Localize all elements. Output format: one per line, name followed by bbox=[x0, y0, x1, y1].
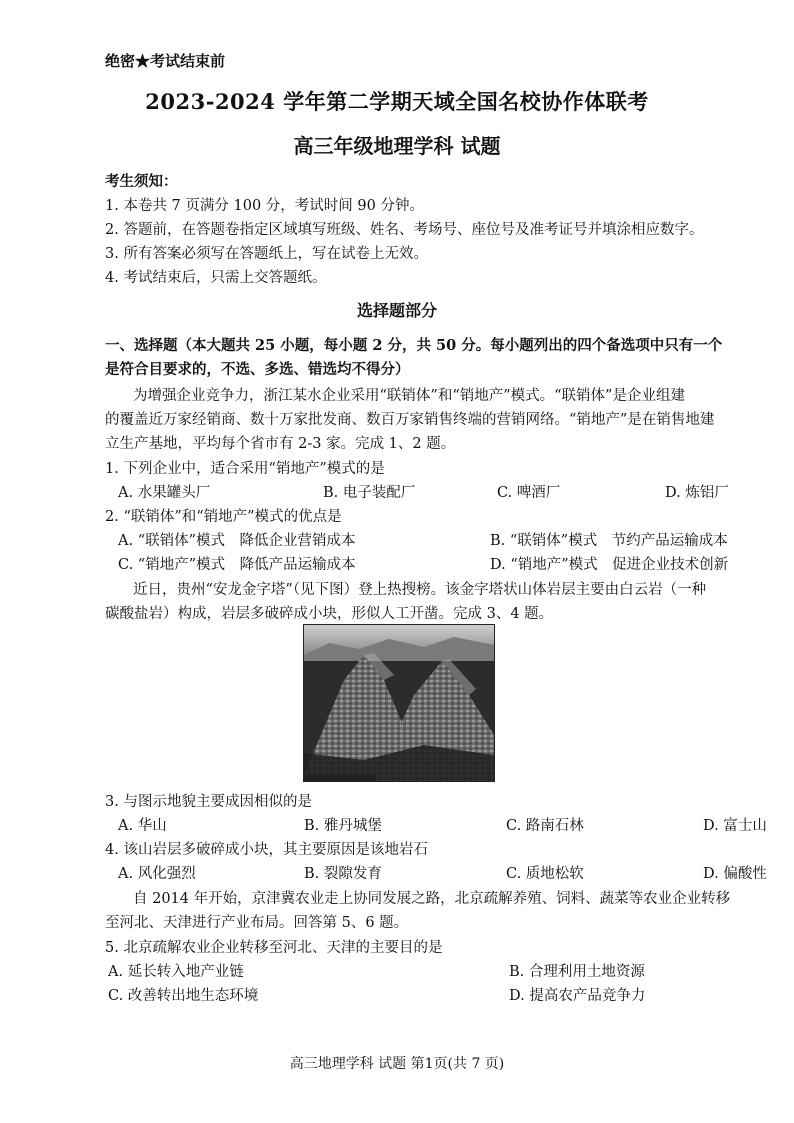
q3-option-b: B. 雅丹城堡 bbox=[304, 818, 382, 834]
q5-option-a: A. 延长转入地产业链 bbox=[108, 964, 244, 980]
q2-option-a: A. “联销体”模式 降低企业营销成本 bbox=[118, 533, 356, 549]
q2-option-c: C. “销地产”模式 降低产品运输成本 bbox=[118, 557, 356, 573]
q3-option-c: C. 路南石林 bbox=[506, 818, 584, 834]
secret-label: 绝密★考试结束前 bbox=[105, 52, 226, 70]
passage-line: 为增强企业竞争力，浙江某水企业采用“联销体”和“销地产”模式。“联销体”是企业组建 bbox=[133, 388, 685, 404]
q1-option-a: A. 水果罐头厂 bbox=[118, 485, 211, 501]
question-2-stem: 2. “联销体”和“销地产”模式的优点是 bbox=[105, 509, 342, 525]
passage-line: 近日，贵州“安龙金字塔”（见下图）登上热搜榜。该金字塔状山体岩层主要由白云岩（一种 bbox=[133, 582, 707, 598]
notes-heading: 考生须知： bbox=[105, 173, 178, 190]
q4-option-c: C. 质地松软 bbox=[506, 866, 584, 882]
q1-option-d: D. 炼铝厂 bbox=[665, 485, 729, 501]
q3-option-d: D. 富士山 bbox=[703, 818, 767, 834]
passage-line: 的覆盖近万家经销商、数十万家批发商、数百万家销售终端的营销网络。“销地产”是在销售地建 bbox=[105, 412, 715, 428]
question-1-stem: 1. 下列企业中，适合采用“销地产”模式的是 bbox=[105, 461, 385, 477]
q4-option-d: D. 偏酸性 bbox=[703, 866, 767, 882]
q4-option-b: B. 裂隙发育 bbox=[304, 866, 382, 882]
q5-option-c: C. 改善转出地生态环境 bbox=[108, 988, 259, 1004]
note-item: 1. 本卷共 7 页满分 100 分，考试时间 90 分钟。 bbox=[105, 198, 424, 214]
exam-subtitle: 高三年级地理学科 试题 bbox=[293, 134, 501, 158]
exam-title: 2023-2024 学年第二学期天域全国名校协作体联考 bbox=[145, 89, 649, 114]
q2-option-b: B. “联销体”模式 节约产品运输成本 bbox=[490, 533, 728, 549]
page-footer: 高三地理学科 试题 第1页(共 7 页) bbox=[289, 1056, 505, 1072]
note-item: 2. 答题前，在答题卷指定区域填写班级、姓名、考场号、座位号及准考证号并填涂相应数字。 bbox=[105, 222, 704, 238]
q1-option-b: B. 电子装配厂 bbox=[323, 485, 416, 501]
section-instruction: 是符合目要求的，不选、多选、错选均不得分） bbox=[105, 361, 410, 378]
passage-line: 碳酸盐岩）构成，岩层多破碎成小块，形似人工开凿。完成 3、4 题。 bbox=[105, 606, 554, 622]
q1-option-c: C. 啤酒厂 bbox=[497, 485, 561, 501]
q3-option-a: A. 华山 bbox=[118, 818, 167, 834]
q5-option-b: B. 合理利用土地资源 bbox=[509, 964, 645, 980]
pyramid-mountain-photo bbox=[303, 624, 495, 782]
note-item: 3. 所有答案必须写在答题纸上，写在试卷上无效。 bbox=[105, 246, 428, 262]
passage-line: 至河北、天津进行产业布局。回答第 5、6 题。 bbox=[105, 915, 409, 931]
q4-option-a: A. 风化强烈 bbox=[118, 866, 196, 882]
note-item: 4. 考试结束后，只需上交答题纸。 bbox=[105, 270, 327, 286]
q5-option-d: D. 提高农产品竞争力 bbox=[509, 988, 646, 1004]
section-title: 选择题部分 bbox=[356, 301, 437, 320]
question-3-stem: 3. 与图示地貌主要成因相似的是 bbox=[105, 794, 312, 810]
q2-option-d: D. “销地产”模式 促进企业技术创新 bbox=[490, 557, 729, 573]
question-5-stem: 5. 北京疏解农业企业转移至河北、天津的主要目的是 bbox=[105, 940, 443, 956]
passage-line: 立生产基地，平均每个省市有 2-3 家。完成 1、2 题。 bbox=[105, 436, 456, 452]
section-instruction: 一、选择题（本大题共 25 小题，每小题 2 分，共 50 分。每小题列出的四个备选项中只有一个 bbox=[105, 337, 723, 354]
question-4-stem: 4. 该山岩层多破碎成小块，其主要原因是该地岩石 bbox=[105, 842, 428, 858]
passage-line: 自 2014 年开始，京津冀农业走上协同发展之路，北京疏解养殖、饲料、蔬菜等农业企业转移 bbox=[133, 891, 731, 907]
